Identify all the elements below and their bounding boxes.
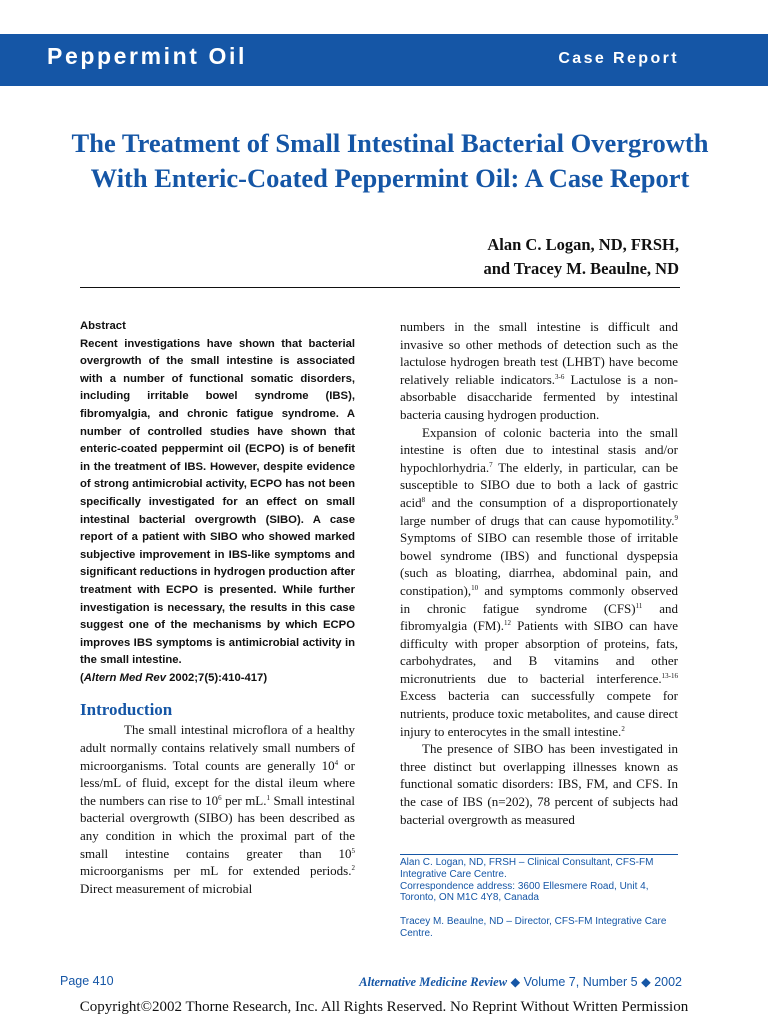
page-number: Page 410: [60, 974, 114, 988]
journal-name: Alternative Medicine Review: [359, 975, 508, 989]
author-line-1: Alan C. Logan, ND, FRSH,: [487, 235, 679, 254]
abstract-citation: (Altern Med Rev 2002;7(5):410-417): [80, 671, 268, 684]
affiliation-logan: Alan C. Logan, ND, FRSH – Clinical Consultant, CFS-FM Integrative Care Centre.: [400, 857, 654, 880]
abstract-text: Recent investigations have shown that bacterial overgrowth of the small intestine is associated with a number of functional somatic disorders, including irritable bowel syndrome (IBS), fibromyalgia, and chronic fatigue syndrome. A number of controlled studies have shown that enteric-coated peppermint oil (ECPO) is of benefit in the treatment of IBS. However, despite evidence of strong antimicrobial activity, ECPO has not been specifically investigated for an effect on small intestinal bacterial overgrowth (SIBO). A case report of a patient with SIBO who showed marked subjective improvement in IBS-like symptoms and significant reductions in hydrogen production after treatment with ECPO is presented. While further investigation is necessary, the results in this case suggest one of the mechanisms by which ECPO improves IBS symptoms is antimicrobial activity in the small intestine.: [80, 337, 355, 667]
right-column: [400, 318, 678, 828]
intro-paragraph-1: The small intestinal microflora of a healthy adult normally contains relatively small numbers of microorganisms. Total counts are generally $10^4$ or less/mL of fluid, except for the distal ileum where the numbers can rise to $10^6$ per mL.$^1$ Small intestinal bacterial overgrowth (SIBO) has been described as any condition in which the proximal part of the small intestine contains greater than $10^5$ microorganisms per mL for extended periods.$^2$ Direct measurement of microbial: [80, 722, 355, 896]
volume-info: Volume 7, Number 5: [523, 975, 638, 989]
section-label: Peppermint Oil: [47, 43, 247, 69]
author-affiliations: [400, 854, 678, 940]
copyright-notice: Copyright©2002 Thorne Research, Inc. All Rights Reserved. No Reprint Without Written Permission: [79, 999, 689, 1015]
author-line-2: and Tracey M. Beaulne, ND: [483, 259, 679, 278]
citation-journal: Altern Med Rev: [83, 671, 166, 684]
section-banner: [0, 34, 768, 86]
introduction-heading: Introduction: [80, 700, 173, 720]
diamond-icon: ◆: [510, 975, 521, 989]
body-paragraph-1: numbers in the small intestine is difficult and invasive so other methods of detection such as the lactulose hydrogen breath test (LHBT) have become relatively reliable indicators.$^{3-6}$ Lactulose is a non-absorbable disaccharide fermented by intestinal bacteria causing hydrogen production.: [400, 319, 678, 422]
body-paragraph-3: The presence of SIBO has been investigated in three distinct but overlapping illnesses known as functional somatic disorders: IBS, FM, and CFS. In the case of IBS (n=202), 78 percent of subjects had bacterial overgrowth as measured: [400, 741, 678, 827]
left-column: [80, 318, 355, 897]
body-paragraph-2: Expansion of colonic bacteria into the small intestine is often due to intestinal stasis and/or hypochlorhydria.$^7$ The elderly, in particular, can be susceptible to SIBO due to both a lack of gastric acid$^8$ and the consumption of a disproportionately large number of drugs that can cause hypomotility.$^9$ Symptoms of SIBO can resemble those of irritable bowel syndrome (IBS) and functional dyspepsia (such as bloating, diarrhea, abdominal pain, and constipation),$^{10}$ and symptoms commonly observed in chronic fatigue syndrome (CFS)$^{11}$ and fibromyalgia (FM).$^{12}$ Patients with SIBO can have difficulty with proper absorption of proteins, fats, carbohydrates, and B vitamins and other micronutrients due to bacterial interference.$^{13-16}$ Excess bacteria can successfully compete for nutrients, produce toxic metabolites, and cause direct injury to enterocytes in the small intestine.$^2$: [400, 424, 679, 739]
journal-footer: [359, 974, 682, 990]
author-block: [483, 233, 679, 281]
affiliation-beaulne: Tracey M. Beaulne, ND – Director, CFS-FM Integrative Care Centre.: [400, 916, 667, 939]
publication-year: 2002: [654, 975, 682, 989]
diamond-icon: ◆: [641, 975, 651, 989]
article-title: The Treatment of Small Intestinal Bacterial Overgrowth With Enteric-Coated Peppermint Oil: A Case Report: [71, 128, 709, 193]
category-label: Case Report: [558, 50, 679, 67]
title-divider: [80, 287, 680, 288]
abstract-heading: Abstract: [80, 320, 126, 332]
correspondence-address: Correspondence address: 3600 Ellesmere Road, Unit 4, Toronto, ON M1C 4Y8, Canada: [400, 880, 649, 904]
